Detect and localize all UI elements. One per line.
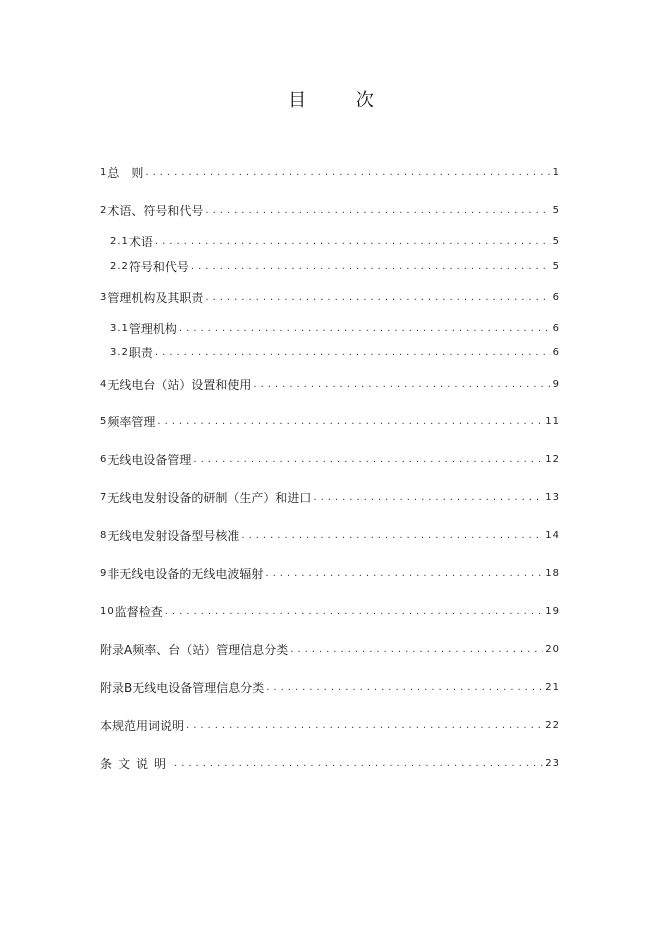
toc-leader (313, 491, 543, 505)
toc-entry-appendix-b[interactable] (100, 677, 560, 695)
toc-entry-wording-explanation[interactable] (100, 715, 560, 733)
toc-leader (205, 204, 550, 218)
toc-number: 2 (100, 205, 108, 216)
toc-label: 条文说明 (100, 757, 173, 771)
toc-leader (290, 643, 543, 657)
table-of-contents (100, 0, 560, 936)
toc-leader (155, 235, 551, 249)
toc-leader (165, 605, 544, 619)
toc-entry-6[interactable] (100, 449, 560, 467)
toc-page-number: 13 (545, 492, 560, 503)
toc-label: 无线电设备管理信息分类 (132, 681, 265, 695)
toc-entry-2-2[interactable] (110, 256, 560, 274)
toc-label: 管理机构及其职责 (107, 291, 204, 305)
toc-label: 频率管理 (107, 415, 156, 429)
toc-number: 8 (100, 530, 108, 541)
toc-page-number: 23 (545, 758, 560, 769)
toc-entry-3-1[interactable] (110, 318, 560, 336)
toc-number: 3 (100, 292, 108, 303)
toc-number: 3.2 (110, 347, 129, 358)
toc-page-number: 6 (552, 347, 560, 358)
toc-label: 频率、台（站）管理信息分类 (132, 643, 289, 657)
toc-entry-3[interactable] (100, 287, 560, 305)
toc-label: 无线电设备管理 (107, 453, 192, 467)
toc-label: 无线电发射设备的研制（生产）和进口 (107, 491, 312, 505)
toc-leader (174, 757, 543, 771)
toc-entry-appendix-a[interactable] (100, 639, 560, 657)
toc-number: 附录A (100, 643, 133, 657)
toc-leader (265, 567, 543, 581)
toc-label: 无线电台（站）设置和使用 (107, 378, 252, 392)
toc-page-number: 14 (545, 530, 560, 541)
toc-leader (205, 291, 550, 305)
toc-label: 符号和代号 (128, 260, 189, 274)
toc-leader (186, 719, 543, 733)
toc-page-number: 1 (552, 167, 560, 178)
toc-leader (253, 378, 550, 392)
toc-leader (191, 260, 551, 274)
toc-leader (145, 166, 550, 180)
toc-entry-5[interactable] (100, 411, 560, 429)
toc-page-number: 5 (552, 205, 560, 216)
toc-entry-1[interactable] (100, 162, 560, 180)
toc-page-number: 6 (552, 292, 560, 303)
toc-number: 5 (100, 416, 108, 427)
toc-page-number: 9 (552, 379, 560, 390)
toc-entry-10[interactable] (100, 601, 560, 619)
toc-label: 管理机构 (128, 322, 177, 336)
toc-page-number: 5 (552, 261, 560, 272)
toc-entry-2[interactable] (100, 200, 560, 218)
toc-page-number: 11 (545, 416, 560, 427)
toc-label: 无线电发射设备型号核准 (107, 529, 240, 543)
toc-label: 职责 (128, 346, 153, 360)
toc-number: 9 (100, 568, 108, 579)
toc-entry-3-2[interactable] (110, 342, 560, 360)
toc-label: 非无线电设备的无线电波辐射 (107, 567, 264, 581)
toc-leader (193, 453, 543, 467)
toc-page-number: 18 (545, 568, 560, 579)
toc-page-number: 20 (545, 644, 560, 655)
toc-entry-9[interactable] (100, 563, 560, 581)
toc-number: 1 (100, 167, 108, 178)
toc-entry-7[interactable] (100, 487, 560, 505)
toc-leader (241, 529, 543, 543)
toc-number: 附录B (100, 681, 133, 695)
toc-page-number: 19 (545, 606, 560, 617)
toc-label: 总 则 (107, 166, 144, 180)
toc-leader (155, 346, 551, 360)
toc-entry-clause-explanation[interactable] (100, 753, 560, 771)
toc-number: 3.1 (110, 323, 129, 334)
toc-number: 2.2 (110, 261, 129, 272)
toc-leader (157, 415, 543, 429)
toc-leader (179, 322, 551, 336)
toc-entry-2-1[interactable] (110, 231, 560, 249)
toc-label: 本规范用词说明 (100, 719, 185, 733)
toc-leader (266, 681, 543, 695)
toc-page-number: 12 (545, 454, 560, 465)
toc-label: 监督检查 (114, 605, 163, 619)
toc-page-number: 21 (545, 682, 560, 693)
toc-entry-4[interactable] (100, 374, 560, 392)
toc-number: 7 (100, 492, 108, 503)
toc-page-number: 6 (552, 323, 560, 334)
toc-page-number: 5 (552, 236, 560, 247)
toc-number: 4 (100, 379, 108, 390)
toc-label: 术语 (128, 235, 153, 249)
toc-page-number: 22 (545, 720, 560, 731)
toc-entry-8[interactable] (100, 525, 560, 543)
toc-number: 2.1 (110, 236, 129, 247)
toc-number: 10 (100, 606, 115, 617)
page-title: 目 次 (288, 90, 396, 111)
toc-number: 6 (100, 454, 108, 465)
toc-label: 术语、符号和代号 (107, 204, 204, 218)
